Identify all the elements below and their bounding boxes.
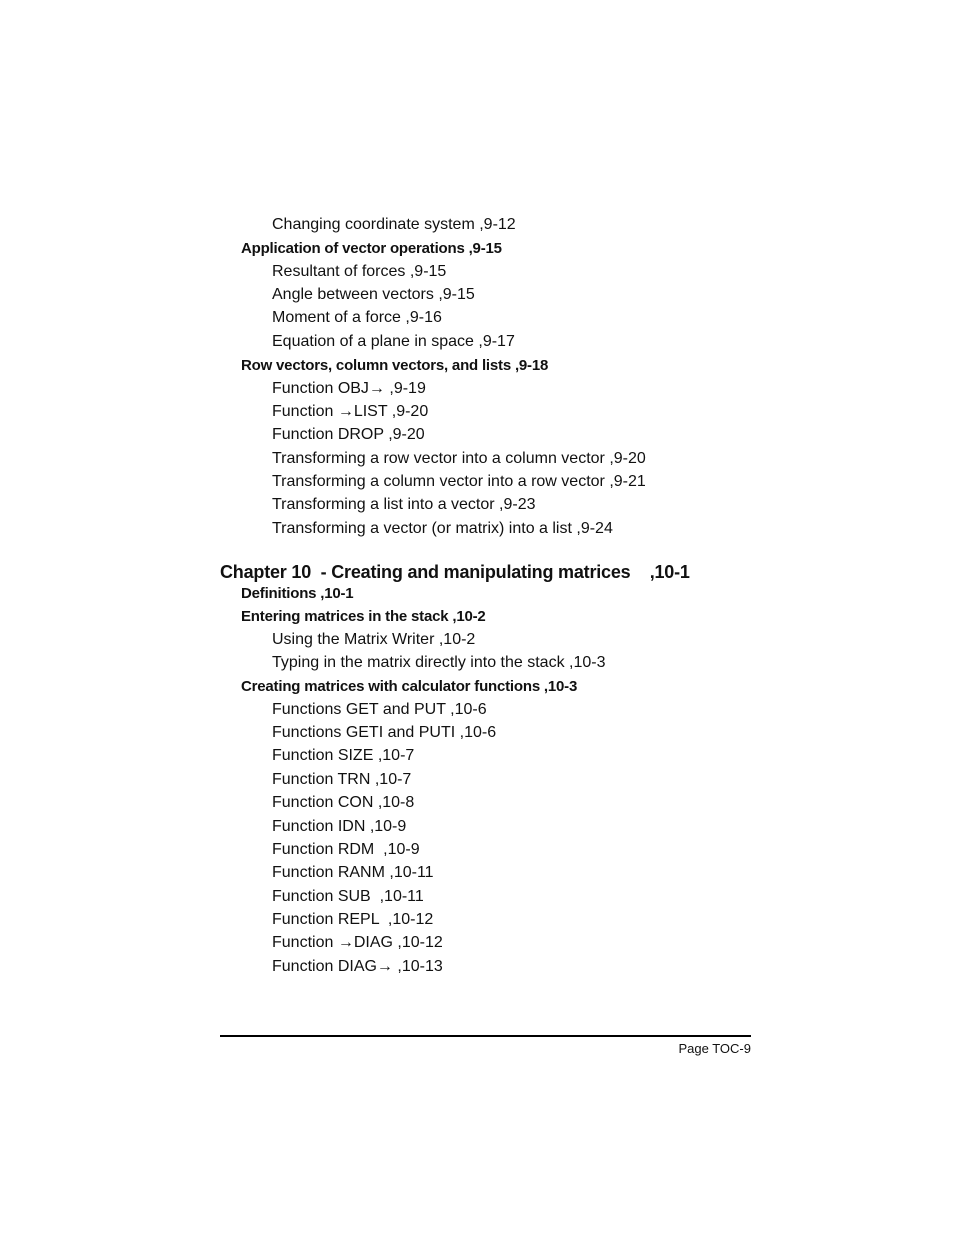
toc-section-entry: Application of vector operations ,9-15	[241, 240, 502, 257]
toc-subsection-entry: Function OBJ→ ,9-19	[272, 380, 426, 397]
toc-subsection-entry: Function REPL ,10-12	[272, 911, 434, 928]
toc-subsection-entry: Transforming a column vector into a row vector ,9-21	[272, 473, 646, 490]
toc-subsection-entry: Moment of a force ,9-16	[272, 309, 442, 326]
toc-subsection-entry: Transforming a list into a vector ,9-23	[272, 496, 536, 513]
toc-subsection-entry: Function DROP ,9-20	[272, 426, 425, 443]
toc-subsection-entry: Transforming a row vector into a column vector ,9-20	[272, 450, 646, 467]
toc-subsection-entry: Changing coordinate system ,9-12	[272, 216, 516, 233]
toc-subsection-entry: Function RDM ,10-9	[272, 841, 420, 858]
toc-subsection-entry: Function CON ,10-8	[272, 794, 415, 811]
toc-subsection-entry: Angle between vectors ,9-15	[272, 286, 475, 303]
toc-subsection-entry: Function TRN ,10-7	[272, 771, 412, 788]
toc-section-entry: Row vectors, column vectors, and lists ,9-18	[241, 357, 549, 374]
toc-subsection-entry: Resultant of forces ,9-15	[272, 263, 447, 280]
toc-subsection-entry: Using the Matrix Writer ,10-2	[272, 631, 476, 648]
page-number: Page TOC-9	[678, 1041, 751, 1056]
toc-subsection-entry: Transforming a vector (or matrix) into a list ,9-24	[272, 520, 613, 537]
toc-subsection-entry: Function →LIST ,9-20	[272, 403, 429, 420]
toc-section-entry: Definitions ,10-1	[241, 585, 354, 602]
toc-subsection-entry: Functions GETI and PUTI ,10-6	[272, 724, 497, 741]
toc-subsection-entry: Function RANM ,10-11	[272, 864, 434, 881]
toc-subsection-entry: Function SIZE ,10-7	[272, 747, 415, 764]
toc-chapter-heading: Chapter 10 - Creating and manipulating matrices ,10-1	[220, 562, 690, 582]
toc-subsection-entry: Function IDN ,10-9	[272, 818, 407, 835]
toc-subsection-entry: Equation of a plane in space ,9-17	[272, 333, 515, 350]
toc-subsection-entry: Function →DIAG ,10-12	[272, 934, 443, 951]
toc-subsection-entry: Typing in the matrix directly into the stack ,10-3	[272, 654, 606, 671]
toc-section-entry: Entering matrices in the stack ,10-2	[241, 608, 486, 625]
toc-subsection-entry: Function DIAG→ ,10-13	[272, 958, 443, 975]
toc-subsection-entry: Functions GET and PUT ,10-6	[272, 701, 487, 718]
toc-subsection-entry: Function SUB ,10-11	[272, 888, 424, 905]
toc-section-entry: Creating matrices with calculator functions ,10-3	[241, 678, 578, 695]
footer-rule	[220, 1035, 751, 1037]
